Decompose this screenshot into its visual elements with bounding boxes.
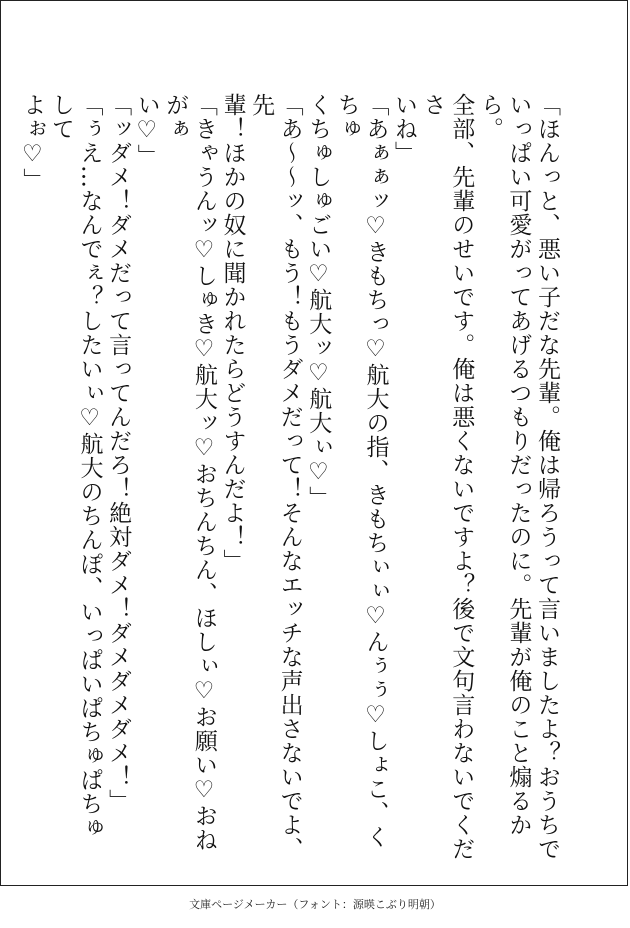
text-line: いね」 [391,93,418,165]
text-line: 輩！ほかの奴に聞かれたらどうすんだよ！」 [219,93,246,573]
text-line: い♡」 [133,93,160,168]
text-line: 「ほんっと、悪い子だな先輩。俺は帰ろうって言いましたよ？おうちで [534,93,560,861]
footer-caption: 文庫ページメーカー（フォント：源暎こぶり明朝） [189,898,441,911]
text-line: 「きゃうんッ♡しゅき♡航大ッ♡おちんちん、ほしぃ♡お願い♡おねがぁ [162,93,217,852]
text-line: 全部、先輩のせいです。俺は悪くないですよ？後で文句言わないでくださ [419,93,475,861]
text-line: よぉ♡」 [19,93,46,192]
text-line: 「ッダメ！ダメだって言ってんだろ！絶対ダメ！ダメダメダメ！」 [105,93,132,813]
text-line: 「ぅえ…なんでぇ？したいぃ♡航大のちんぽ、いっぱいぱちゅぱちゅして [47,93,103,840]
text-line: いっぱい可愛がってあげるつもりだったのに。先輩が俺のこと煽るから。 [476,93,532,837]
text-line: くちゅしゅごい♡航大ッ♡航大ぃ♡」 [305,93,332,510]
vertical-text-body [19,93,561,863]
text-line: 「あぁぁッ♡きもちっ♡航大の指、きもちぃぃ♡んぅぅ♡しょこ、くちゅ [333,93,389,849]
text-line: 「あ〜〜ッ、もう！もうダメだって！そんなエッチな声出さないでよ、先 [248,93,303,861]
